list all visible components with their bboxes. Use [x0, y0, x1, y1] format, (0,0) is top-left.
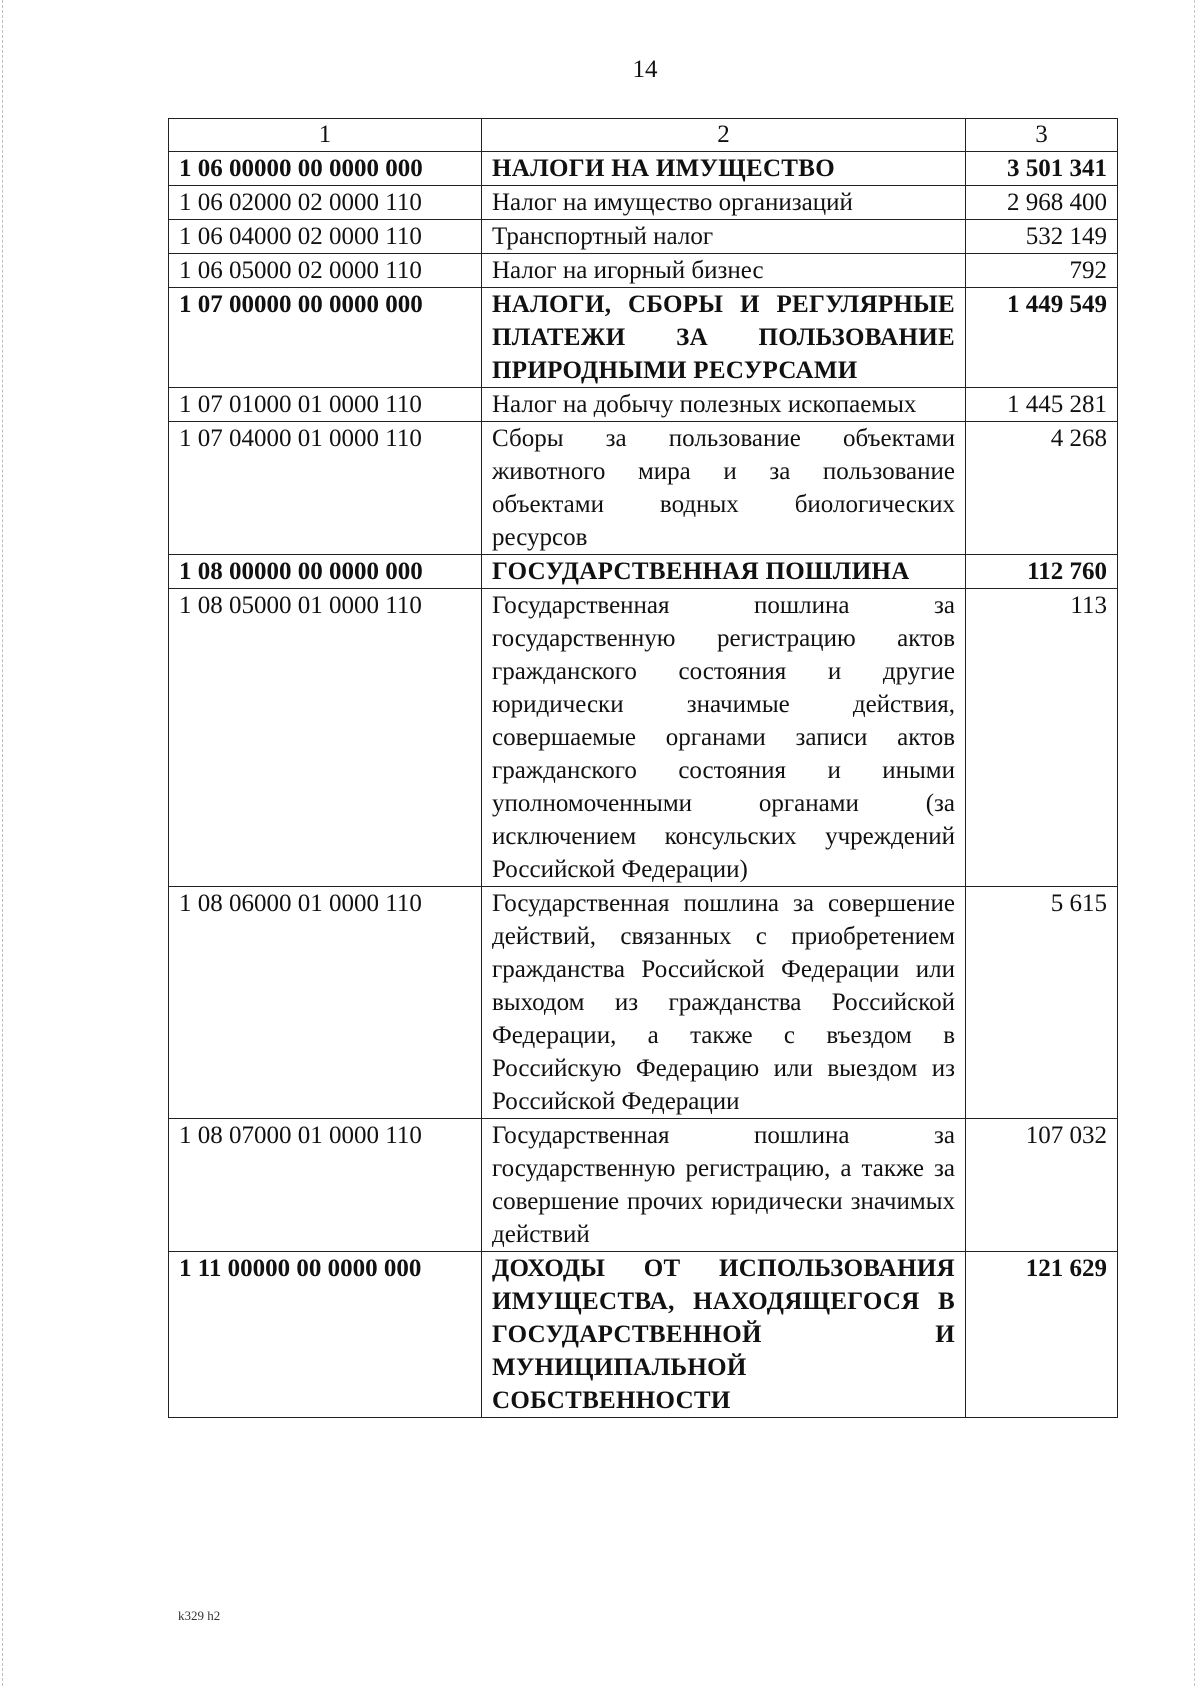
revenue-name-cell: НАЛОГИ, СБОРЫ И РЕГУЛЯРНЫЕ ПЛАТЕЖИ ЗА ПОЛЬЗОВАНИЕ ПРИРОДНЫМИ РЕСУРСАМИ [482, 288, 966, 388]
budget-code-cell: 1 07 00000 00 0000 000 [169, 288, 482, 388]
amount-cell: 5 615 [966, 887, 1118, 1119]
budget-revenue-table [168, 118, 1118, 1418]
page-number: 14 [632, 56, 658, 83]
amount-cell: 3 501 341 [966, 152, 1118, 186]
revenue-name-cell: Налог на добычу полезных ископаемых [482, 388, 966, 422]
revenue-name-cell: ДОХОДЫ ОТ ИСПОЛЬЗОВАНИЯ ИМУЩЕСТВА, НАХОДЯЩЕГОСЯ В ГОСУДАРСТВЕННОЙ И МУНИЦИПАЛЬНОЙ СОБСТВЕННОСТИ [482, 1252, 966, 1418]
budget-code-cell: 1 08 05000 01 0000 110 [169, 589, 482, 887]
table-row [169, 1119, 1118, 1252]
amount-cell: 4 268 [966, 422, 1118, 555]
table-row [169, 388, 1118, 422]
budget-code-cell: 1 08 07000 01 0000 110 [169, 1119, 482, 1252]
amount-cell: 532 149 [966, 220, 1118, 254]
table-row [169, 589, 1118, 887]
amount-cell: 121 629 [966, 1252, 1118, 1418]
header-cell-code: 1 [169, 119, 482, 152]
budget-code-cell: 1 07 04000 01 0000 110 [169, 422, 482, 555]
table-section-row [169, 152, 1118, 186]
table-section-row [169, 555, 1118, 589]
table-section-row [169, 288, 1118, 388]
budget-code-cell: 1 06 04000 02 0000 110 [169, 220, 482, 254]
amount-cell: 1 445 281 [966, 388, 1118, 422]
scan-edge-left [2, 0, 4, 1686]
amount-cell: 107 032 [966, 1119, 1118, 1252]
amount-cell: 792 [966, 254, 1118, 288]
revenue-name-cell: Транспортный налог [482, 220, 966, 254]
amount-cell: 2 968 400 [966, 186, 1118, 220]
revenue-name-cell: Сборы за пользование объектами животного мира и за пользование объектами водных биологических ресурсов [482, 422, 966, 555]
header-cell-name: 2 [482, 119, 966, 152]
revenue-name-cell: Государственная пошлина за совершение действий, связанных с приобретением гражданства Российской Федерации или выходом из гражданства Российской Федерации, а также с въездом в Российскую Федерацию или выездом из Российской Федерации [482, 887, 966, 1119]
budget-code-cell: 1 11 00000 00 0000 000 [169, 1252, 482, 1418]
budget-code-cell: 1 08 00000 00 0000 000 [169, 555, 482, 589]
budget-code-cell: 1 06 00000 00 0000 000 [169, 152, 482, 186]
table-row [169, 220, 1118, 254]
amount-cell: 112 760 [966, 555, 1118, 589]
revenue-name-cell: ГОСУДАРСТВЕННАЯ ПОШЛИНА [482, 555, 966, 589]
table-header-row [169, 119, 1118, 152]
table-section-row [169, 1252, 1118, 1418]
header-cell-amount: 3 [966, 119, 1118, 152]
revenue-name-cell: Налог на игорный бизнес [482, 254, 966, 288]
budget-code-cell: 1 06 05000 02 0000 110 [169, 254, 482, 288]
table-row [169, 186, 1118, 220]
budget-code-cell: 1 06 02000 02 0000 110 [169, 186, 482, 220]
budget-code-cell: 1 08 06000 01 0000 110 [169, 887, 482, 1119]
amount-cell: 1 449 549 [966, 288, 1118, 388]
scan-edge-right [1194, 0, 1196, 1686]
revenue-name-cell: Государственная пошлина за государственную регистрацию, а также за совершение прочих юридически значимых действий [482, 1119, 966, 1252]
revenue-name-cell: НАЛОГИ НА ИМУЩЕСТВО [482, 152, 966, 186]
document-footer-code: k329 h2 [178, 1608, 221, 1623]
table-row [169, 254, 1118, 288]
table-body [169, 119, 1118, 1418]
budget-code-cell: 1 07 01000 01 0000 110 [169, 388, 482, 422]
revenue-name-cell: Налог на имущество организаций [482, 186, 966, 220]
table-row [169, 887, 1118, 1119]
table-row [169, 422, 1118, 555]
revenue-name-cell: Государственная пошлина за государственную регистрацию актов гражданского состояния и другие юридически значимые действия, совершаемые органами записи актов гражданского состояния и иными уполномоченными органами (за исключением консульских учреждений Российской Федерации) [482, 589, 966, 887]
amount-cell: 113 [966, 589, 1118, 887]
